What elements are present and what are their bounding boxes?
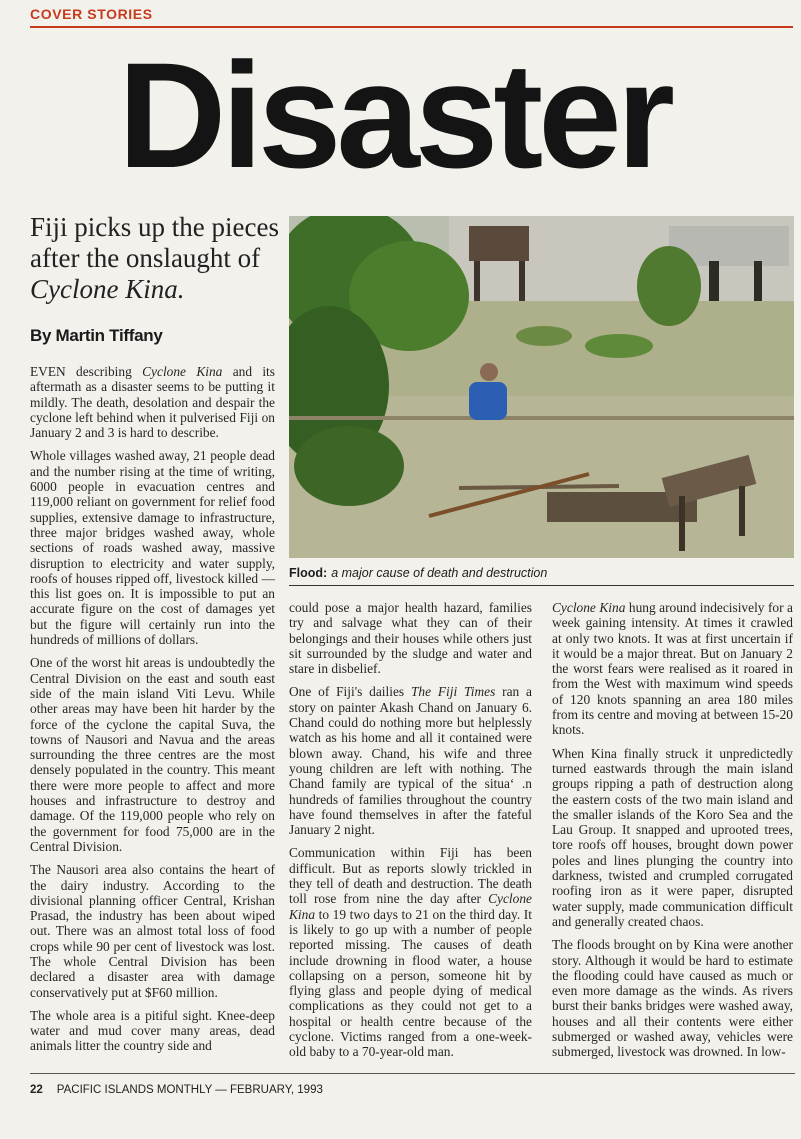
caption-rule (289, 585, 794, 586)
section-label: COVER STORIES (30, 6, 153, 22)
paragraph: The whole area is a pitiful sight. Knee-deep water and mud cover many areas, dead animals litter the country side and (30, 1007, 275, 1054)
publication-line: PACIFIC ISLANDS MONTHLY — FEBRUARY, 1993 (56, 1084, 323, 1096)
paragraph: The Nausori area also contains the heart of the dairy industry. According to the divisional planning officer Central, Krishan Prasad, the industry has been about wiped out. There was an almost total loss of food crops while 90 per cent of livestock was lost. The whole Central Division has been declared a disaster area with damage conservatively put at $F60 million. (30, 862, 275, 1000)
caption-label: Flood: (289, 566, 328, 580)
flood-photo-illustration (289, 216, 794, 558)
text-run: to 19 two days to 21 on the third day. It is likely to go up with a number of people reported missing. The causes of death include drowning in flood water, a house collapsing on a person, someone hit by flying glass and people dying of medical complications as they could not get to a hospital or health centre because of the cyclone. Victims ranged from a one-week-old baby to a 70-year-old man. (289, 906, 532, 1060)
deck (30, 212, 280, 305)
page-number: 22 (30, 1084, 43, 1096)
top-rule (30, 26, 793, 28)
paragraph: Whole villages washed away, 21 people dead and the number rising at the time of writing, 6000 people in evacuation centres and 119,000 reliant on government for relief food supplies, extensive damage to infrastructure, three major bridges washed away, whole sections of roads washed away, massive disruption to electricity and water supply, roofs of houses ripped off, livestock killed — this list goes on. It is impossible to put an accurate figure on the cost of damages yet but the figure will certainly run into the hundreds of millions of dollars. (30, 448, 275, 648)
headline: Disaster (118, 31, 671, 199)
text-run: and its aftermath as a disaster seems to be putting it mildly. The death, desolation and despair the cyclone left behind when it pulverised Fiji on January 2 and 3 is hard to describe. (30, 364, 275, 441)
italic-run: Cyclone Kina (552, 600, 626, 615)
text-run: One of Fiji's dailies (289, 684, 405, 700)
italic-run: Cyclone Kina (142, 364, 223, 379)
byline: By Martin Tiffany (30, 326, 163, 345)
footer-rule (30, 1073, 795, 1074)
paragraph: One of the worst hit areas is undoubtedly the Central Division on the east and south east side of the main island Viti Levu. While other areas may have been hit harder by the force of the cyclone the capital Suva, the towns of Nausori and Navua and the areas surrounding the three centres are the most densely populated in the country. This meant there were more people to affect and more houses and infrastructure to destroy and damage. Of the 119,000 people who rely on the government for food 75,000 are in the Central Division. (30, 655, 275, 854)
article-column-2 (289, 600, 532, 1068)
italic-run: Cyclone Kina (289, 891, 532, 922)
text-run: ran a story on painter Akash Chand on January 6. Chand could do nothing more but helplessly watch as his home and all it contained were blown away. Chand, his wife and three young children are left with nothing. The Chand family are typical of the situa‘ .n hundreds of families throughout the country have found themselves in after the fateful January 2 night. (289, 684, 532, 838)
text-run: EVEN describing (30, 364, 132, 379)
paragraph (289, 845, 532, 1059)
paragraph (30, 364, 275, 440)
text-run: Communication within Fiji has been difficult. But as reports slowly trickled in they tell of death and destruction. The death toll rose from nine the day after (289, 845, 532, 907)
paragraph (552, 600, 793, 738)
flood-photo (289, 216, 794, 558)
text-run: hung around indecisively for a week gaining intensity. At times it crawled at only two knots. It was at first uncertain if it would be a major threat. But on January 2 the worst fears were realised as it roared in from the West with maximum wind speeds of 120 knots spanning an area 180 miles from its centre and moving at between 15-20 knots. (552, 600, 793, 738)
paragraph: When Kina finally struck it unpredictedly turned eastwards through the main island groups ripping a path of destruction along the eastern costs of the two main island and the smaller islands of the Koro Sea and the Lau Group. It snapped and uprooted trees, tore roofs off houses, brought down power poles and lines plunging the country into darkness, twisted and crumpled corrugated roofing iron as it were paper, disrupted water supply, made communication difficult and generally created chaos. (552, 745, 793, 929)
paragraph (289, 684, 532, 837)
article-column-3 (552, 600, 793, 1068)
caption-text: a major cause of death and destruction (331, 566, 548, 580)
paragraph: The floods brought on by Kina were another story. Although it would be hard to estimate the flooding could have caused as much or even more damage as the winds. As rivers burst their banks bridges were washed away, houses and all their contents were either submerged or washed away, vehicles were submerged, livestock was drowned. In low- (552, 937, 793, 1060)
paragraph: could pose a major health hazard, families try and salvage what they can of their belongings and their houses while others just sit surrounded by the sludge and water and stare in disbelief. (289, 600, 532, 677)
deck-italic: Cyclone Kina. (30, 274, 185, 304)
article-column-1 (30, 364, 275, 1062)
photo-caption (289, 566, 794, 580)
italic-run: The Fiji Times (410, 684, 496, 700)
page-footer (30, 1084, 323, 1096)
deck-text: Fiji picks up the pieces after the onslaught of (30, 212, 279, 273)
